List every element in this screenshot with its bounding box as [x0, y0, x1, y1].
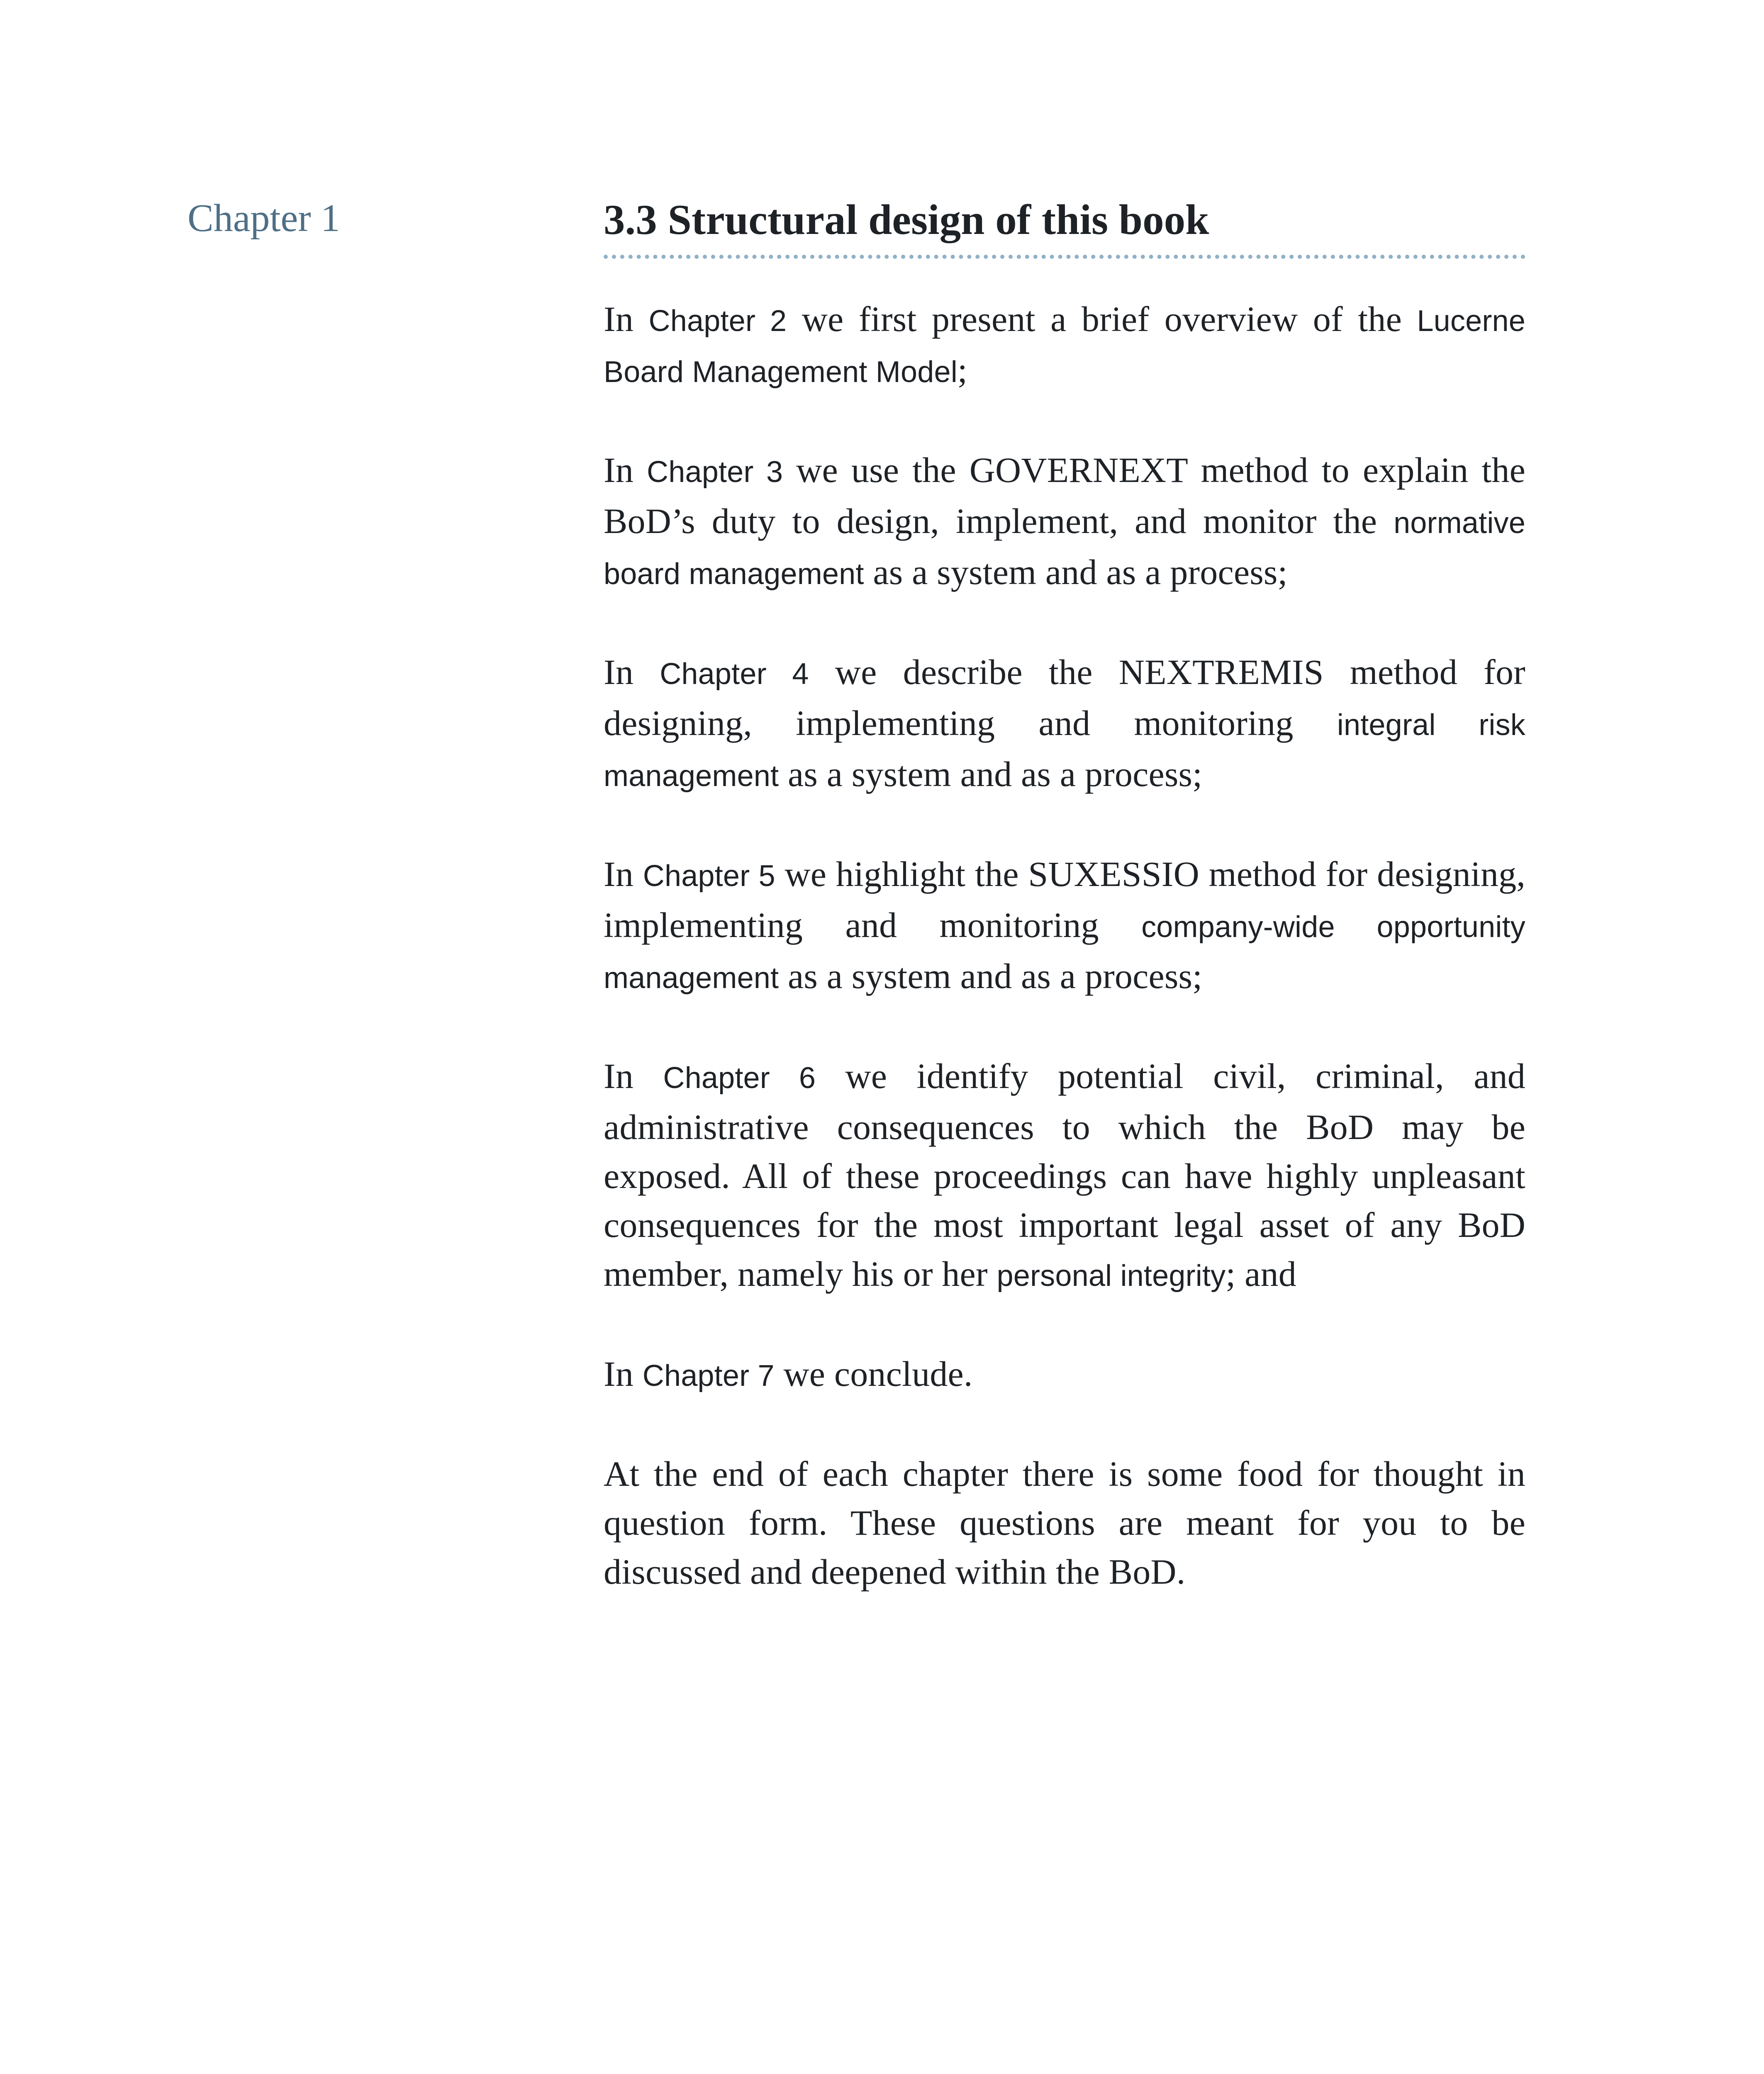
paragraph-text: as a system and as a process;: [779, 956, 1203, 996]
paragraph-text: we conclude.: [774, 1353, 973, 1394]
chapter-reference: Chapter 4: [660, 657, 809, 691]
paragraph-text: In: [604, 854, 643, 894]
dotted-divider: [604, 255, 1525, 259]
key-term: Lucerne Board Management Model: [604, 304, 1526, 389]
running-head-chapter: Chapter 1: [188, 197, 341, 240]
paragraph: [604, 850, 1525, 1003]
paragraph-text: In: [604, 1353, 643, 1394]
paragraph-text: In: [604, 450, 647, 490]
paragraph-text: we use the GOVERNEXT method to explain the BoD’s duty to design, implement, and monitor the: [604, 450, 1525, 541]
key-term: normative board management: [604, 506, 1525, 591]
key-term: company-wide opportunity management: [604, 910, 1525, 995]
key-term: personal integrity: [997, 1259, 1226, 1293]
paragraph: [604, 295, 1525, 397]
key-term: integral risk management: [604, 708, 1525, 793]
paragraph-text: ; and: [1226, 1254, 1296, 1294]
chapter-reference: Chapter 2: [648, 304, 787, 338]
main-content: [604, 195, 1525, 1596]
chapter-reference: Chapter 3: [647, 455, 783, 489]
paragraph-text: In: [604, 652, 660, 692]
paragraph: [604, 1349, 1525, 1400]
paragraph: [604, 1449, 1525, 1596]
paragraph-text: we first present a brief overview of the: [787, 299, 1417, 339]
paragraph-text: as a system and as a process;: [779, 754, 1203, 794]
paragraph-text: At the end of each chapter there is some food for thought in question form. These questions are meant for you to be discussed and deepened within the BoD.: [604, 1453, 1525, 1592]
paragraph-text: we highlight the SUXESSIO method for designing, implementing and monitoring: [604, 854, 1525, 945]
paragraph: [604, 648, 1525, 801]
chapter-reference: Chapter 6: [663, 1061, 816, 1095]
paragraph-text: as a system and as a process;: [864, 552, 1288, 592]
chapter-reference: Chapter 7: [642, 1359, 775, 1392]
paragraph: [604, 445, 1525, 599]
paragraph-text: In: [604, 299, 649, 339]
paragraph: [604, 1052, 1525, 1300]
paragraph-text: ;: [957, 350, 967, 390]
paragraph-text: In: [604, 1056, 663, 1096]
paragraph-text: we identify potential civil, criminal, and administrative consequences to which the BoD may be exposed. All of these proceedings can have highly unpleasant consequences for the most important legal asset of any BoD member, namely his or her: [604, 1056, 1525, 1294]
section-title: 3.3 Structural design of this book: [604, 196, 1209, 243]
paragraph-text: we describe the NEXTREMIS method for designing, implementing and monitoring: [604, 652, 1525, 743]
chapter-reference: Chapter 5: [643, 859, 775, 893]
